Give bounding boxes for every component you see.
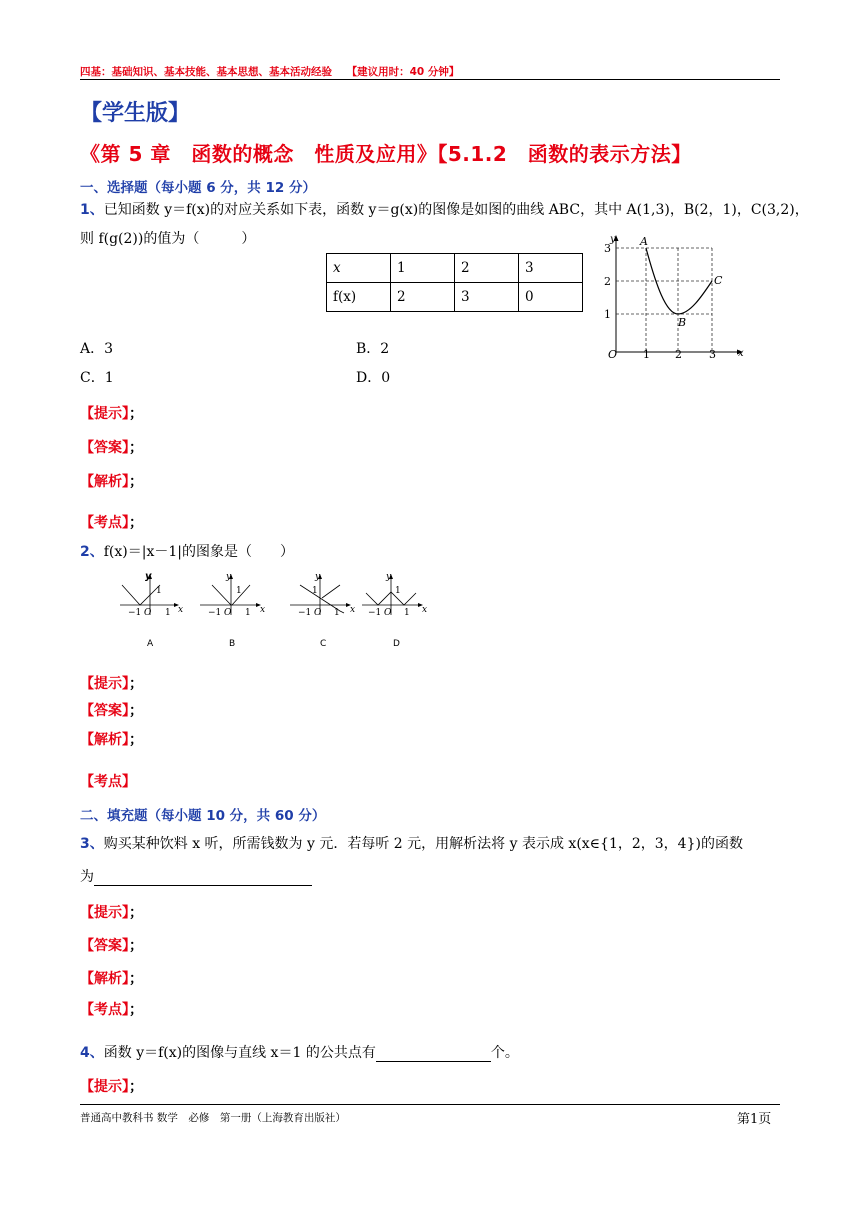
graph-c-y1: 1 — [312, 586, 318, 596]
page-number: 第1页 — [737, 1112, 772, 1127]
question-1-line1 — [80, 199, 809, 219]
q2-hint: 【提示】； — [80, 676, 143, 692]
table-cell: 2 — [391, 283, 455, 312]
table-cell: 1 — [391, 254, 455, 283]
graph-b-x: x — [260, 605, 266, 615]
point-b-label: B — [678, 316, 687, 329]
page-title: 《第 5 章 函数的概念 性质及应用》【5.1.2 函数的表示方法】 — [80, 142, 692, 166]
graph-c-neg1: −1 — [298, 608, 312, 618]
point-c-label: C — [714, 274, 723, 287]
function-table — [326, 253, 583, 312]
question-4: 4、函数 y＝f(x)的图像与直线 x＝1 的公共点有 个。 — [80, 1045, 519, 1061]
student-edition-label: 【学生版】 — [80, 101, 191, 126]
graph-a-y1: 1 — [156, 586, 162, 596]
graph-b-neg1: −1 — [208, 608, 222, 618]
q1-answer: 【答案】； — [80, 440, 143, 456]
y-tick-3: 3 — [604, 242, 611, 255]
q3-hint: 【提示】； — [80, 905, 143, 921]
question-4-number: 4、 — [80, 1045, 104, 1061]
graph-a-neg1: −1 — [128, 608, 142, 618]
y-tick-1: 1 — [604, 308, 611, 321]
table-cell: 3 — [455, 283, 519, 312]
option-b: B．2 — [356, 341, 390, 357]
y-tick-2: 2 — [604, 275, 611, 288]
question-2-number: 2、 — [80, 544, 104, 560]
section-fill-heading: 二、填充题（每小题 10 分，共 60 分） — [80, 808, 326, 824]
graph-d-x1: 1 — [404, 608, 410, 618]
x-tick-3: 3 — [709, 348, 716, 361]
q2-answer: 【答案】； — [80, 703, 143, 719]
question-2 — [80, 541, 294, 561]
option-a: A．3 — [80, 341, 114, 357]
q4-answer-blank[interactable] — [376, 1047, 491, 1062]
question-3-number: 3、 — [80, 836, 104, 852]
graph-d-origin: O — [384, 608, 392, 618]
q3-analysis: 【解析】； — [80, 971, 143, 987]
graph-c-y: y — [315, 572, 321, 582]
graph-d-name: D — [393, 639, 400, 649]
x-axis-label: x — [738, 348, 744, 359]
q1-analysis: 【解析】； — [80, 474, 143, 490]
x-tick-2: 2 — [675, 348, 682, 361]
q2-analysis: 【解析】； — [80, 732, 143, 748]
q4-hint: 【提示】； — [80, 1079, 143, 1095]
graph-b-name: B — [229, 639, 236, 649]
y-axis-label: y — [610, 234, 616, 245]
curve-abc-graph — [598, 230, 748, 362]
header-basics: 四基：基础知识、基本技能、基本思想、基本活动经验 — [80, 66, 332, 78]
origin-label: O — [608, 348, 618, 361]
table-cell: x — [327, 254, 391, 283]
graph-b-origin: O — [224, 608, 232, 618]
graph-d-y: y — [386, 572, 392, 582]
option-d: D．0 — [356, 370, 391, 386]
question-3-line2: 为 — [80, 866, 312, 886]
graph-d-y1: 1 — [395, 586, 401, 596]
graph-b-y1: 1 — [236, 586, 242, 596]
q1-point: 【考点】； — [80, 515, 143, 531]
q3-point: 【考点】； — [80, 1002, 143, 1018]
graph-c-origin: O — [314, 608, 322, 618]
graph-a-name: A — [147, 639, 154, 649]
q2-point: 【考点】 — [80, 774, 136, 790]
question-3-text: 购买某种饮料 x 听，所需钱数为 y 元．若每听 2 元，用解析法将 y 表示成 x(x∈{1，2，3，4})的函数 — [103, 836, 743, 852]
question-1-line2: 则 f(g(2))的值为（ ） — [80, 231, 256, 247]
q3-answer-blank[interactable] — [94, 871, 312, 886]
graph-d-x: x — [422, 605, 428, 615]
header-rule — [80, 79, 780, 80]
graph-c-x1: 1 — [334, 608, 340, 618]
graph-c-x: x — [350, 605, 356, 615]
page-header — [80, 64, 459, 79]
graph-c-name: C — [320, 639, 327, 649]
table-cell: 3 — [519, 254, 583, 283]
graph-b-y: y — [226, 572, 232, 582]
point-a-label: A — [640, 235, 648, 248]
table-cell: 0 — [519, 283, 583, 312]
graph-a-y: y — [145, 571, 152, 582]
q3-answer: 【答案】； — [80, 938, 143, 954]
question-1-text: 已知函数 y＝f(x)的对应关系如下表，函数 y＝g(x)的图像是如图的曲线 ABC，其中 A(1,3)，B(2，1)，C(3,2)， — [103, 202, 809, 218]
table-cell: 2 — [455, 254, 519, 283]
option-c: C．1 — [80, 370, 114, 386]
question-2-text: f(x)＝|x－1|的图象是（ ） — [103, 544, 294, 560]
graph-b-x1: 1 — [245, 608, 251, 618]
graph-a-x: x — [178, 605, 184, 615]
table-cell: f(x) — [327, 283, 391, 312]
x-tick-1: 1 — [643, 348, 650, 361]
footer-book: 普通高中教科书 数学 必修 第一册（上海教育出版社） — [80, 1112, 346, 1124]
graph-a-origin: O — [144, 608, 152, 618]
table-row — [327, 254, 583, 283]
header-time: 【建议用时：40 分钟】 — [346, 66, 460, 78]
section-choice-heading: 一、选择题（每小题 6 分，共 12 分） — [80, 180, 316, 196]
footer-rule — [80, 1104, 780, 1105]
graph-d-neg1: −1 — [368, 608, 382, 618]
q2-graph-options — [112, 568, 442, 650]
graph-a-x1: 1 — [165, 608, 171, 618]
question-1-number: 1、 — [80, 202, 104, 218]
table-row — [327, 283, 583, 312]
question-3-line1 — [80, 833, 743, 853]
q1-hint: 【提示】； — [80, 406, 143, 422]
